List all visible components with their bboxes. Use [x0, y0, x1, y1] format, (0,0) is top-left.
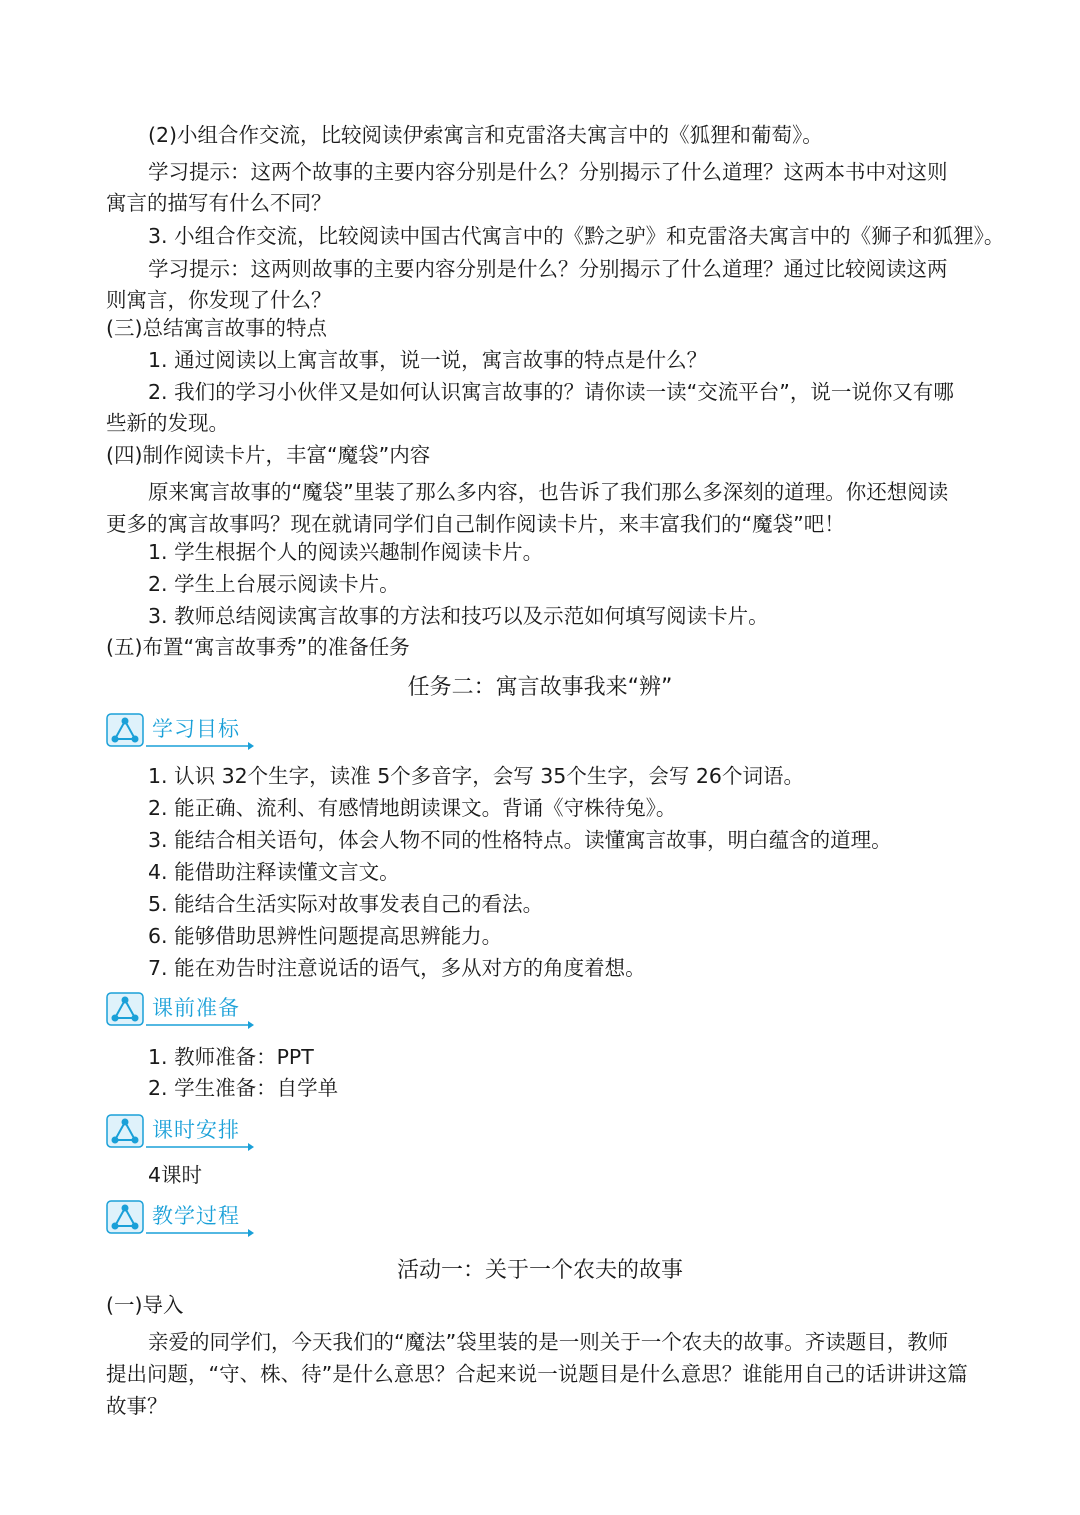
text-line: 3. 小组合作交流，比较阅读中国古代寓言中的《黔之驴》和克雷洛夫寓言中的《狮子和狐狸》。 [148, 224, 1005, 248]
section-header-learning-goals [106, 712, 256, 748]
text-line: 亲爱的同学们，今天我们的“魔法”袋里装的是一则关于一个农夫的故事。齐读题目，教师 [148, 1330, 949, 1354]
section-header-label: 教学过程 [152, 1204, 240, 1228]
text-line: 1. 认识 32个生字，读准 5个多音字，会写 35个生字，会写 26个词语。 [148, 764, 804, 788]
text-line: 1. 通过阅读以上寓言故事，说一说，寓言故事的特点是什么？ [148, 348, 708, 372]
text-line: 2. 我们的学习小伙伴又是如何认识寓言故事的？请你读一读“交流平台”，说一说你又有哪 [148, 380, 954, 404]
section-heading: (一)导入 [106, 1293, 184, 1317]
text-line: 4课时 [148, 1163, 203, 1187]
activity-title: 活动一：关于一个农夫的故事 [396, 1258, 683, 1283]
text-line: 2. 能正确、流利、有感情地朗读课文。背诵《守株待兔》。 [148, 796, 677, 820]
text-line: 5. 能结合生活实际对故事发表自己的看法。 [148, 892, 544, 916]
section-header-teaching-process [106, 1199, 256, 1235]
text-line: 3. 教师总结阅读寓言故事的方法和技巧以及示范如何填写阅读卡片。 [148, 604, 769, 628]
text-line: 寓言的描写有什么不同？ [106, 191, 332, 215]
text-line: 故事？ [106, 1394, 168, 1418]
text-line: 原来寓言故事的“魔袋”里装了那么多内容，也告诉了我们那么多深刻的道理。你还想阅读 [148, 480, 949, 504]
text-line: 1. 教师准备：PPT [148, 1045, 314, 1069]
text-line: 更多的寓言故事吗？现在就请同学们自己制作阅读卡片，来丰富我们的“魔袋”吧！ [106, 512, 845, 536]
section-header-label: 学习目标 [152, 717, 240, 741]
section-heading: (五)布置“寓言故事秀”的准备任务 [106, 635, 410, 659]
text-line: (2)小组合作交流，比较阅读伊索寓言和克雷洛夫寓言中的《狐狸和葡萄》。 [148, 123, 823, 147]
text-line: 1. 学生根据个人的阅读兴趣制作阅读卡片。 [148, 540, 544, 564]
text-line: 6. 能够借助思辨性问题提高思辨能力。 [148, 924, 503, 948]
text-line: 7. 能在劝告时注意说话的语气，多从对方的角度着想。 [148, 956, 646, 980]
section-header-schedule [106, 1113, 256, 1149]
section-header-label: 课前准备 [152, 996, 240, 1020]
text-line: 些新的发现。 [106, 411, 229, 435]
section-heading: (四)制作阅读卡片，丰富“魔袋”内容 [106, 443, 431, 467]
text-line: 则寓言，你发现了什么？ [106, 288, 332, 312]
text-line: 学习提示：这两个故事的主要内容分别是什么？分别揭示了什么道理？这两本书中对这则 [148, 160, 948, 184]
text-line: 学习提示：这两则故事的主要内容分别是什么？分别揭示了什么道理？通过比较阅读这两 [148, 257, 948, 281]
section-header-preparation [106, 991, 256, 1027]
task-title: 任务二：寓言故事我来“辨” [407, 675, 673, 700]
text-line: 提出问题，“守、株、待”是什么意思？合起来说一说题目是什么意思？谁能用自己的话讲讲这篇 [106, 1362, 968, 1386]
text-line: 4. 能借助注释读懂文言文。 [148, 860, 400, 884]
section-heading: (三)总结寓言故事的特点 [106, 316, 327, 340]
text-line: 2. 学生准备：自学单 [148, 1076, 339, 1100]
text-line: 3. 能结合相关语句，体会人物不同的性格特点。读懂寓言故事，明白蕴含的道理。 [148, 828, 892, 852]
text-line: 2. 学生上台展示阅读卡片。 [148, 572, 400, 596]
section-header-label: 课时安排 [152, 1118, 240, 1142]
